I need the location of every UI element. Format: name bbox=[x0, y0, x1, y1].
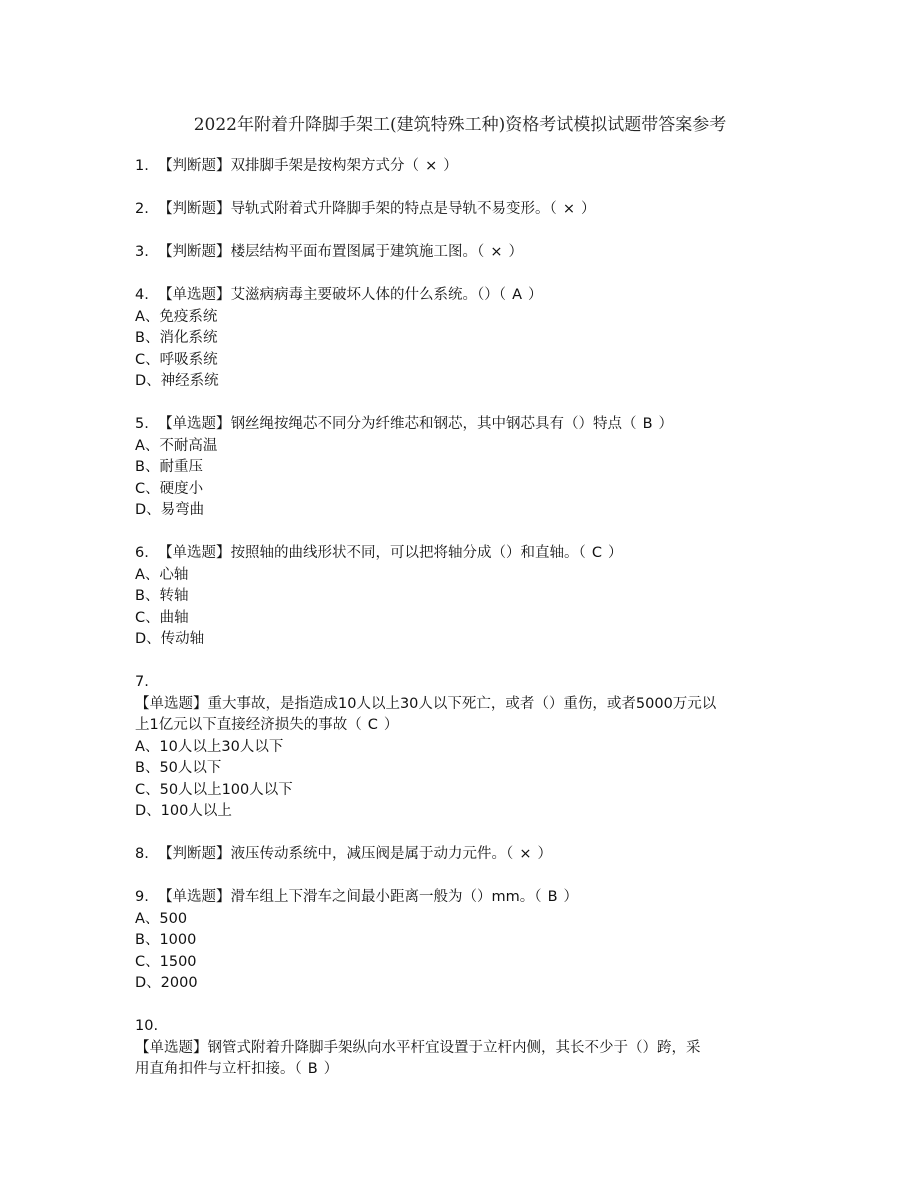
bracket: ） bbox=[527, 287, 543, 303]
question-7-cont bbox=[135, 715, 785, 737]
option: B、耐重压 bbox=[135, 459, 203, 475]
question-list bbox=[135, 156, 785, 1081]
question-stem: 导轨式附着式升降脚手架的特点是导轨不易变形。（ bbox=[230, 201, 557, 217]
question-type: 【判断题】 bbox=[158, 201, 231, 217]
question-2 bbox=[135, 199, 785, 221]
option: C、曲轴 bbox=[135, 609, 189, 626]
bracket: ） bbox=[323, 1061, 339, 1077]
bracket: ） bbox=[383, 717, 399, 733]
question-3 bbox=[135, 242, 785, 264]
question-number: 6. bbox=[135, 545, 149, 561]
bracket: ） bbox=[508, 244, 523, 260]
option: D、神经系统 bbox=[135, 373, 219, 389]
answer: B bbox=[547, 889, 558, 905]
answer: B bbox=[642, 416, 653, 432]
question-10-number: 10. bbox=[135, 1018, 159, 1034]
answer: × bbox=[519, 846, 532, 862]
option: B、50人以下 bbox=[135, 760, 222, 776]
answer: C bbox=[367, 717, 378, 733]
question-stem: 液压传动系统中，减压阀是属于动力元件。（ bbox=[230, 846, 514, 862]
question-number: 5. bbox=[135, 416, 149, 432]
question-4 bbox=[135, 285, 785, 307]
bracket: ） bbox=[537, 846, 552, 862]
question-9 bbox=[135, 887, 785, 909]
question-number: 8. bbox=[135, 846, 149, 862]
question-type: 【单选题】 bbox=[135, 695, 208, 712]
question-number: 1. bbox=[135, 158, 149, 174]
bracket: ） bbox=[443, 158, 458, 174]
question-type: 【单选题】 bbox=[158, 287, 231, 303]
question-1 bbox=[135, 156, 785, 178]
bracket: ） bbox=[658, 416, 674, 432]
question-stem: 双排脚手架是按构架方式分（ bbox=[230, 158, 420, 174]
option: A、500 bbox=[135, 910, 188, 927]
option: C、硬度小 bbox=[135, 480, 204, 497]
option: A、不耐高温 bbox=[135, 437, 218, 454]
question-5 bbox=[135, 414, 785, 436]
question-stem: 用直角扣件与立杆扣接。（ bbox=[135, 1061, 302, 1077]
option: A、免疫系统 bbox=[135, 308, 218, 325]
question-type: 【单选题】 bbox=[158, 545, 231, 561]
option: C、1500 bbox=[135, 953, 197, 970]
option: A、心轴 bbox=[135, 566, 189, 583]
option: A、10人以上30人以下 bbox=[135, 738, 284, 755]
question-stem: 滑车组上下滑车之间最小距离一般为（）mm。（ bbox=[230, 889, 542, 905]
option: D、100人以上 bbox=[135, 803, 232, 819]
question-stem: 钢管式附着升降脚手架纵向水平杆宜设置于立杆内侧，其长不少于（）跨，采 bbox=[207, 1039, 701, 1056]
question-stem: 上1亿元以下直接经济损失的事故（ bbox=[135, 717, 362, 733]
option: C、呼吸系统 bbox=[135, 351, 218, 368]
question-number: 9. bbox=[135, 889, 149, 905]
question-6 bbox=[135, 543, 785, 565]
option: D、易弯曲 bbox=[135, 502, 205, 518]
option: B、消化系统 bbox=[135, 330, 218, 346]
question-8 bbox=[135, 844, 785, 866]
answer: × bbox=[490, 244, 503, 260]
option: B、转轴 bbox=[135, 588, 189, 604]
bracket: ） bbox=[607, 545, 623, 561]
bracket: ） bbox=[580, 201, 596, 217]
question-type: 【单选题】 bbox=[135, 1039, 208, 1056]
answer: × bbox=[425, 158, 438, 174]
question-stem: 楼层结构平面布置图属于建筑施工图。（ bbox=[230, 244, 485, 260]
option: C、50人以上100人以下 bbox=[135, 781, 293, 798]
question-7-number: 7. bbox=[135, 674, 149, 690]
question-type: 【判断题】 bbox=[158, 158, 231, 174]
question-number: 3. bbox=[135, 244, 149, 260]
option: D、2000 bbox=[135, 975, 198, 991]
question-type: 【单选题】 bbox=[158, 416, 231, 432]
question-type: 【判断题】 bbox=[158, 846, 231, 862]
question-stem: 按照轴的曲线形状不同，可以把将轴分成（）和直轴。（ bbox=[230, 545, 586, 561]
answer: C bbox=[591, 545, 602, 561]
question-number: 4. bbox=[135, 287, 149, 303]
question-stem: 重大事故，是指造成10人以上30人以下死亡，或者（）重伤，或者5000万元以 bbox=[207, 695, 717, 712]
question-stem: 钢丝绳按绳芯不同分为纤维芯和钢芯，其中钢芯具有（）特点（ bbox=[230, 416, 637, 432]
document-title: 2022年附着升降脚手架工(建筑特殊工种)资格考试模拟试题带答案参考 bbox=[193, 115, 727, 135]
option: D、传动轴 bbox=[135, 631, 205, 647]
question-type: 【单选题】 bbox=[158, 889, 231, 905]
question-stem: 艾滋病病毒主要破坏人体的什么系统。（）（ bbox=[230, 287, 507, 303]
question-7 bbox=[135, 694, 785, 716]
answer: × bbox=[562, 201, 575, 217]
bracket: ） bbox=[563, 889, 579, 905]
answer: B bbox=[307, 1061, 318, 1077]
option: B、1000 bbox=[135, 932, 197, 948]
question-type: 【判断题】 bbox=[158, 244, 231, 260]
question-10-cont bbox=[135, 1059, 785, 1081]
question-10 bbox=[135, 1038, 785, 1060]
question-number: 2. bbox=[135, 201, 149, 217]
answer: A bbox=[512, 287, 522, 303]
